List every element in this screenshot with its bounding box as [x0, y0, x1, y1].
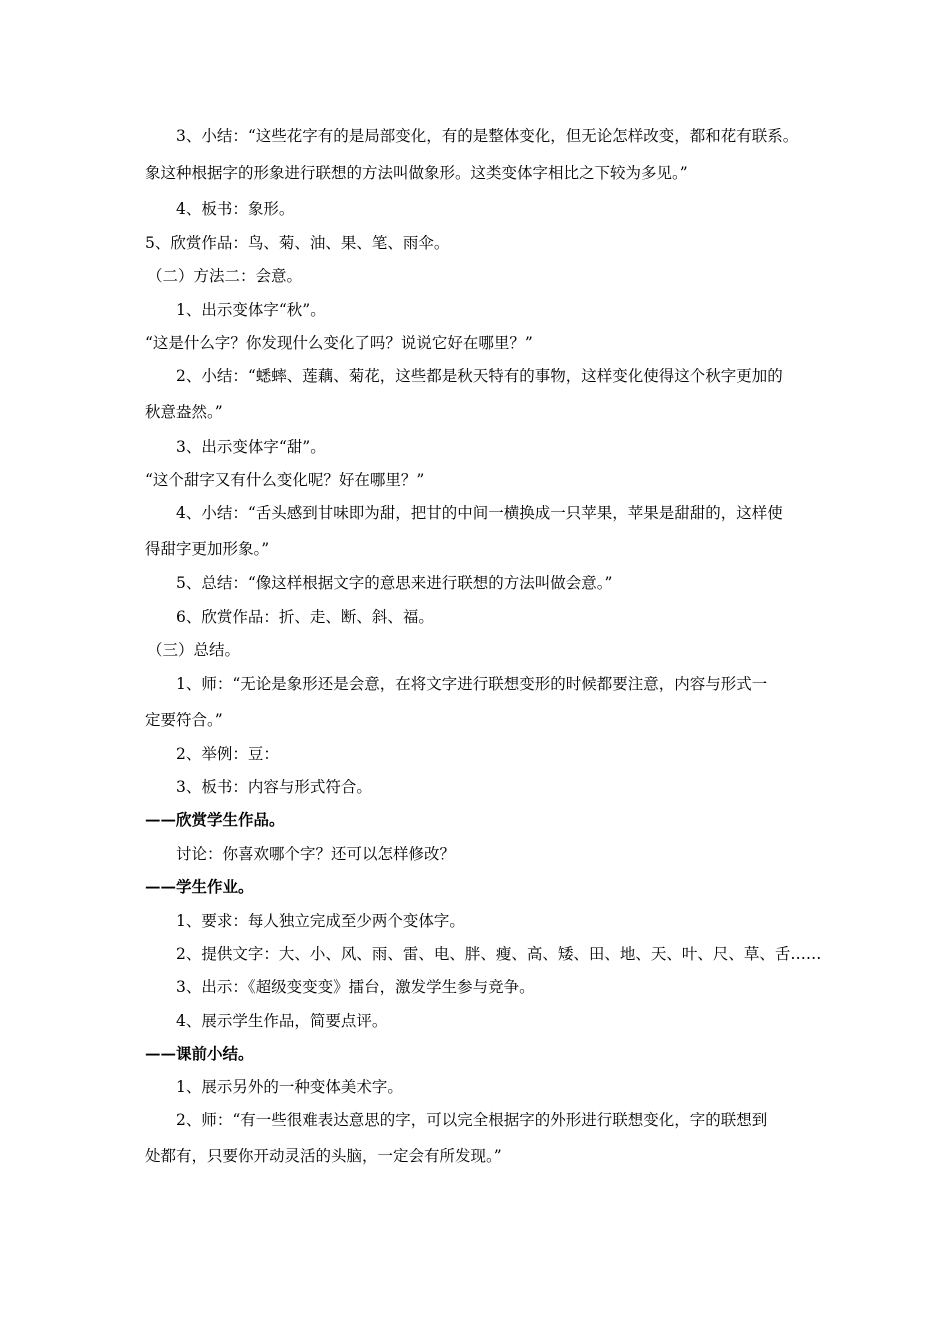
- paragraph-line: 5、总结：“像这样根据文字的意思来进行联想的方法叫做会意。”: [176, 574, 613, 592]
- paragraph-line: 2、师：“有一些很难表达意思的字，可以完全根据字的外形进行联想变化，字的联想到: [176, 1111, 768, 1129]
- section-heading: ——课前小结。: [145, 1044, 254, 1063]
- section-heading: ——欣赏学生作品。: [145, 810, 285, 829]
- paragraph-line: “这是什么字？你发现什么变化了吗？说说它好在哪里？”: [145, 334, 533, 352]
- paragraph-line: 2、举例：豆：: [176, 745, 279, 763]
- paragraph-line: 3、出示变体字“甜”。: [176, 438, 326, 456]
- paragraph-line: 6、欣赏作品：折、走、断、斜、福。: [176, 608, 434, 626]
- paragraph-line: “这个甜字又有什么变化呢？好在哪里？”: [145, 471, 425, 489]
- paragraph-line: 秋意盎然。”: [145, 403, 223, 421]
- paragraph-line: 处都有，只要你开动灵活的头脑，一定会有所发现。”: [145, 1147, 502, 1165]
- paragraph-line: 1、师：“无论是象形还是会意，在将文字进行联想变形的时候都要注意，内容与形式一: [176, 675, 768, 693]
- paragraph-line: 4、小结：“舌头感到甘味即为甜，把甘的中间一横换成一只苹果，苹果是甜甜的，这样使: [176, 504, 783, 522]
- paragraph-line: 象这种根据字的形象进行联想的方法叫做象形。这类变体字相比之下较为多见。”: [145, 164, 688, 182]
- section-heading: （三）总结。: [147, 641, 241, 659]
- paragraph-line: 定要符合。”: [145, 711, 223, 729]
- paragraph-line: 1、展示另外的一种变体美术字。: [176, 1078, 403, 1096]
- section-heading: ——学生作业。: [145, 877, 254, 896]
- paragraph-line: 1、出示变体字“秋”。: [176, 301, 326, 319]
- paragraph-line: 3、板书：内容与形式符合。: [176, 778, 372, 796]
- paragraph-line: 得甜字更加形象。”: [145, 540, 270, 558]
- section-heading: （二）方法二：会意。: [147, 267, 303, 285]
- paragraph-line: 讨论：你喜欢哪个字？还可以怎样修改？: [176, 845, 456, 863]
- paragraph-line: 5、欣赏作品：鸟、菊、油、果、笔、雨伞。: [145, 234, 450, 252]
- paragraph-line: 3、小结：“这些花字有的是局部变化，有的是整体变化，但无论怎样改变，都和花有联系。: [176, 127, 799, 145]
- paragraph-line: 3、出示：《超级变变变》擂台，激发学生参与竞争。: [176, 978, 535, 996]
- paragraph-line: 4、展示学生作品，简要点评。: [176, 1012, 388, 1030]
- paragraph-line: 2、小结：“蟋蟀、莲藕、菊花，这些都是秋天特有的事物，这样变化使得这个秋字更加的: [176, 367, 783, 385]
- paragraph-line: 1、要求：每人独立完成至少两个变体字。: [176, 912, 465, 930]
- paragraph-line: 4、板书：象形。: [176, 200, 295, 218]
- paragraph-line: 2、提供文字：大、小、风、雨、雷、电、胖、瘦、高、矮、田、地、天、叶、尺、草、舌……: [176, 945, 822, 963]
